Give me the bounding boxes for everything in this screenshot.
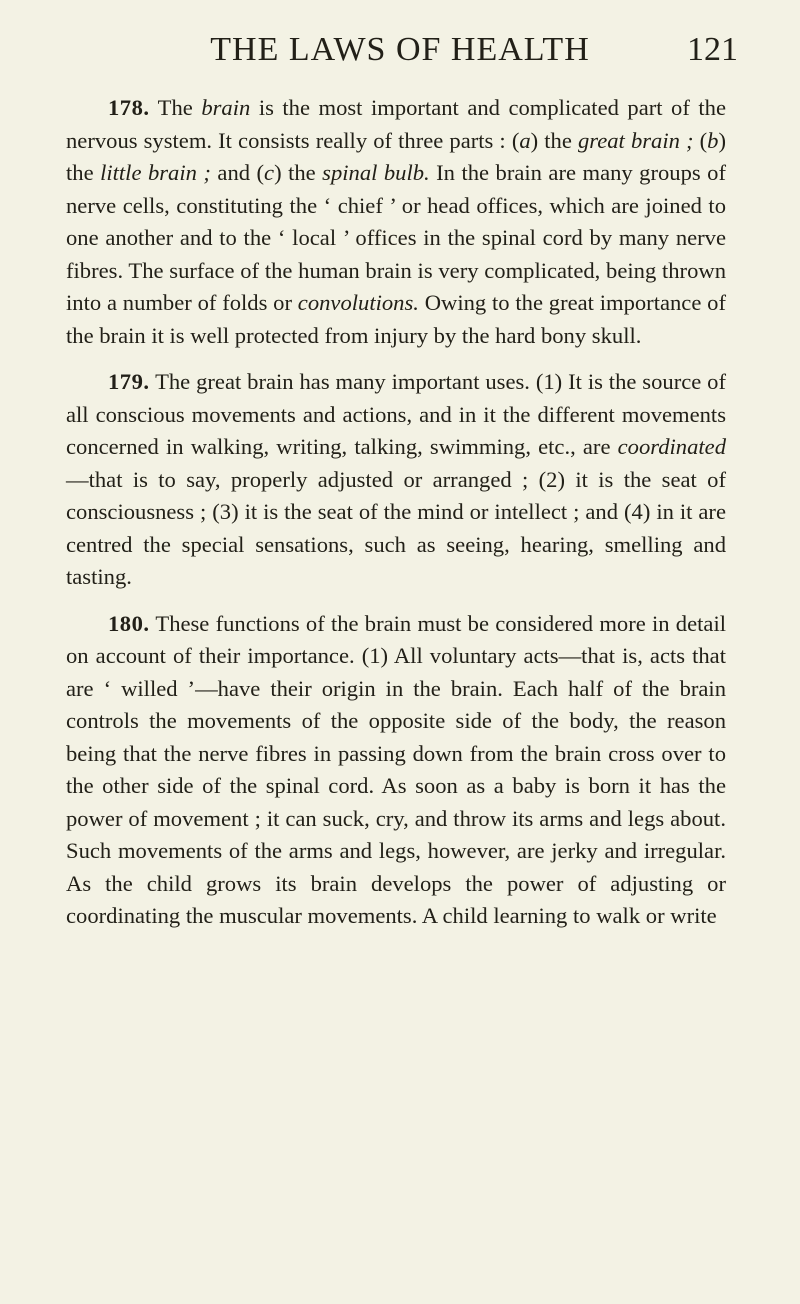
italic-term: great brain ;: [577, 127, 694, 153]
paragraph-180: [66, 608, 726, 933]
paragraph-178: [66, 92, 726, 352]
italic-term: coordinated: [617, 434, 726, 459]
text-run: These functions of the brain must be considered more in detail on account of their importance. (1) All voluntary acts—that is, acts that are ‘ willed ’—have their origin in the brain. Each half of the brain controls the movements of the opposite side of the body, the reason being that the nerve fibres in passing down from the brain cross over to the other side of the spinal cord. As soon as a baby is born it has the power of movement ; it can suck, cry, and throw its arms and legs about. Such movements of the arms and legs, however, are jerky and irregular. As the child grows its brain develops the power of adjusting or coordinating the muscular movements. A child learning to walk or write: [66, 610, 726, 928]
paragraph-number: 179.: [108, 369, 150, 394]
text-run: The: [157, 95, 202, 120]
paragraph-number: 180.: [108, 610, 150, 636]
italic-term: c: [264, 160, 275, 185]
body-text: [66, 92, 726, 947]
text-run: Owing to the great importance of the brain it is well protected from injury by the hard bony skull.: [66, 290, 726, 348]
running-head-title: THE LAWS OF HEALTH: [210, 31, 590, 68]
italic-term: b: [707, 127, 719, 153]
paragraph-number: 178.: [108, 95, 150, 120]
text-run: The great brain has many important uses. (1) It is the source of all conscious movements and actions, and in it the different movements concerned in walking, writing, talking, swimming, etc., are: [66, 369, 727, 459]
italic-term: a: [519, 127, 531, 153]
paragraph-179: [66, 366, 726, 594]
italic-term: little brain ;: [100, 160, 211, 185]
running-head: [0, 20, 800, 80]
text-run: —that is to say, properly adjusted or arranged ; (2) it is the seat of consciousness ; (3) it is the seat of the mind or intellect ; and (4) in it are centred the special sensations, such as seeing, hearing, smelling and tasting.: [66, 466, 726, 589]
text-run: is the most important and complicated part of the nervous system. It consists really of three parts : (: [66, 95, 726, 153]
italic-term: spinal bulb.: [322, 160, 430, 185]
text-run: (: [693, 127, 708, 153]
text-run: ) the: [66, 127, 726, 185]
page-number: 121: [687, 31, 738, 68]
text-run: ) the: [530, 127, 578, 153]
italic-term: brain: [201, 95, 251, 120]
text-run: In the brain are many groups of nerve cells, constituting the ‘ chief ’ or head offices, which are joined to one another and to the ‘ local ’ offices in the spinal cord by many nerve fibres. The surface of the human brain is very complicated, being thrown into a number of folds or: [66, 160, 726, 315]
text-run: and (: [210, 160, 265, 185]
italic-term: convolutions.: [297, 290, 419, 315]
text-run: ) the: [274, 160, 323, 185]
